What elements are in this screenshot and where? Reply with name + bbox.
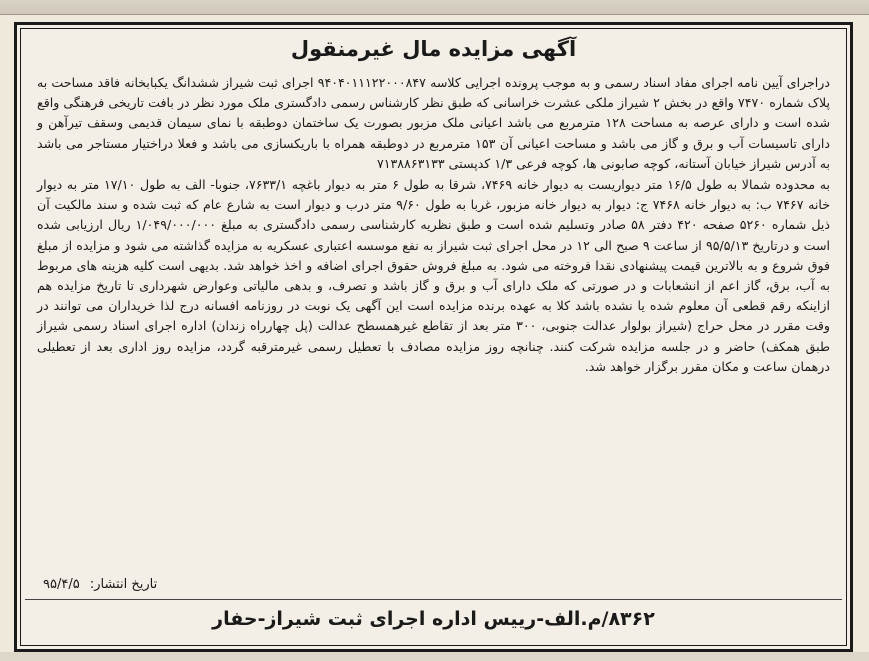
publish-date-value: ۹۵/۴/۵ [43, 577, 80, 592]
page-top-edge [0, 0, 869, 15]
notice-paragraph-2: به محدوده شمالا به طول ۱۶/۵ متر دیواریست به دیوار خانه ۷۴۶۹، شرقا به طول ۶ متر به دیوار باغچه ۷۶۳۳/۱، جنوبا- الف به طول ۱۷/۱۰ متر به دیوار خانه ۷۴۶۷ ب: به دیوار خانه ۷۴۶۸ ج: دیوار به دیوار خانه مزبور، غربا به طول ۹/۶۰ متر درب و دیوار است به شارع عام که ثبت شده و سند مالکیت آن ذیل شماره ۵۲۶۰ صفحه ۴۲۰ دفتر ۵۸ صادر وتسلیم شده است و طبق نظریه کارشناسی رسمی دادگستری به مبلغ ۱/۰۴۹/۰۰۰/۰۰۰ ریال ارزیابی شده است و درتاریخ ۹۵/۵/۱۳ از ساعت ۹ صبح الی ۱۲ در محل اجرای ثبت شیراز به نفع موسسه اعتباری عسکریه به مزایده گذاشته می شود و مزایده از مبلغ فوق شروع و به بالاترین قیمت پیشنهادی نقدا فروخته می شود. به مبلغ فروش حقوق اجرای اضافه و اخذ خواهد شد. بدیهی است کلیه هزینه های مربوط به آب، برق، گاز اعم از انشعابات و در صورتی که ملک دارای آب و برق و گاز باشد و تصرف، و بدهی مالیاتی وعوارض شهرداری تا تاریخ مزایده هم ازاینکه رقم قطعی آن معلوم شده یا نشده باشد کلا به عهده برنده مزایده است این آگهی یک نوبت در روزنامه افسانه درج لذا خریداران می توانند در وقت مقرر در محل حراج (شیراز بولوار عدالت جنوبی، ۳۰۰ متر بعد از تقاطع غیرهمسطح عدالت (پل چهارراه زندان) اداره اجرای اسناد رسمی شیراز طبق همکف) حاضر و در جلسه مزایده شرکت کنند. چنانچه روز مزایده مصادف با تعطیل رسمی غیرمترقبه گردد، مزایده روز اداری بعد از تعطیلی درهمان ساعت و مکان مقرر برگزار خواهد شد. [37, 177, 831, 374]
notice-signature: ۸۳۶۲/م.الف-رییس اداره اجرای ثبت شیراز-حفار [212, 608, 655, 630]
notice-paragraph-1: دراجرای آیین نامه اجرای مفاد اسناد رسمی و به موجب پرونده اجرایی کلاسه ۹۴۰۴۰۱۱۱۲۲۰۰۰۸۴۷ اجرای ثبت شیراز ششدانگ یکبابخانه فاقد مساحت به پلاک شماره ۷۴۷۰ واقع در بخش ۲ شیراز ملکی عشرت خراسانی که طبق نظر کارشناس رسمی دادگستری ملک مورد نظر در بافت تاریخی فرهنگی واقع شده است و دارای عرصه به مساحت ۱۲۸ مترمربع می باشد اعیانی ملک مزبور بصورت یک ساختمان دوطبقه با نمای سیمان قدیمی وسقف تیرآهن و دارای تاسیسات آب و برق و گاز می باشد و مساحت اعیانی آن ۱۵۳ مترمربع در دوطبقه همراه با باریکسازی می باشد و فعلا دراختیار مستاجر می باشد به آدرس شیراز خیابان آستانه، کوچه صابونی ها، کوچه فرعی ۱/۳ کدپستی ۷۱۳۸۸۶۳۱۳۳ [37, 75, 830, 171]
footer-divider [25, 599, 842, 600]
publish-date-label: تاریخ انتشار: [89, 577, 158, 592]
page-bottom-edge [0, 652, 869, 661]
publish-date [43, 577, 163, 592]
notice-body [37, 73, 830, 377]
notice-title: آگهی مزایده مال غیرمنقول [290, 37, 577, 61]
notice-frame [14, 22, 853, 652]
